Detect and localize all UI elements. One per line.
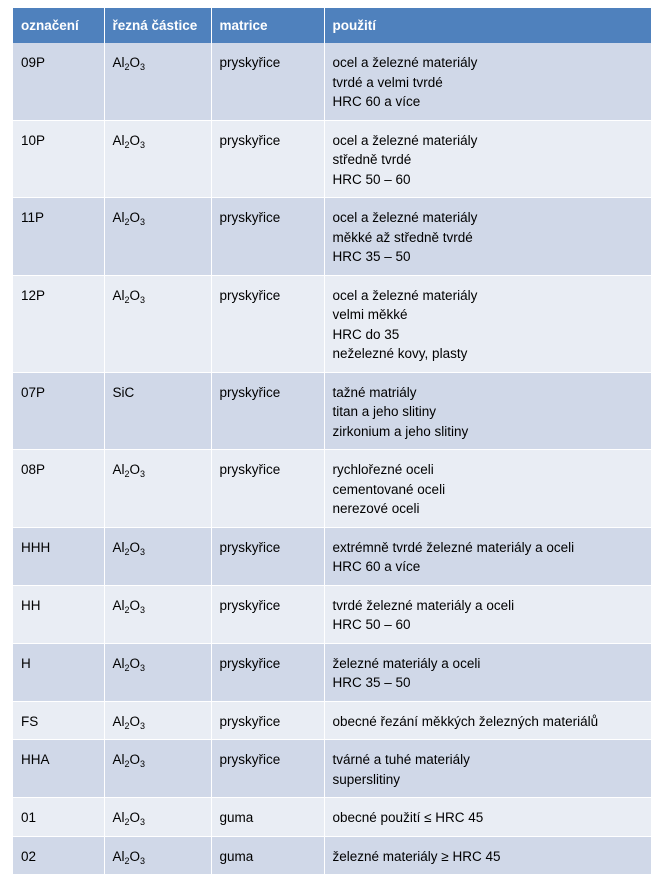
- usage-line: cementované oceli: [332, 481, 446, 497]
- designation-cell: 02: [13, 836, 104, 874]
- cutting-particle-cell: [104, 275, 211, 372]
- header-row: [13, 8, 651, 43]
- cutting-particle-cell: [104, 836, 211, 874]
- formula-part: 3: [140, 720, 146, 731]
- usage-line: nerezové oceli: [332, 501, 420, 516]
- usage-line: ocel a železné materiály: [332, 210, 478, 225]
- formula-part: O: [129, 132, 141, 148]
- usage-line: HRC do 35: [332, 326, 400, 342]
- cutting-particle-cell: [104, 198, 211, 276]
- matrix-cell: pryskyřice: [211, 43, 324, 120]
- designation-cell: FS: [13, 701, 104, 740]
- usage-cell: [324, 275, 651, 372]
- usage-line: středně tvrdé: [332, 152, 412, 167]
- matrix-cell: pryskyřice: [211, 701, 324, 740]
- formula-part: O: [129, 752, 141, 767]
- usage-line: tvrdé a velmi tvrdé: [332, 74, 443, 90]
- matrix-cell: pryskyřice: [211, 585, 324, 643]
- usage-cell: [324, 740, 651, 798]
- usage-cell: [324, 43, 651, 120]
- header-usage: použití: [324, 8, 651, 43]
- formula-part: 2: [124, 469, 130, 479]
- designation-cell: 08P: [13, 450, 104, 528]
- usage-line: HRC 60 a více: [332, 94, 421, 109]
- usage-cell: [324, 527, 651, 585]
- table-row: [13, 450, 651, 528]
- formula-part: Al: [112, 287, 125, 303]
- usage-line: extrémně tvrdé železné materiály a oceli: [332, 539, 575, 555]
- formula-part: O: [129, 55, 141, 70]
- usage-line: HRC 50 – 60: [332, 617, 411, 632]
- table-row: [13, 740, 651, 798]
- usage-line: ocel a železné materiály: [332, 55, 478, 70]
- usage-line: superslitiny: [332, 771, 401, 787]
- formula-part: O: [129, 539, 141, 555]
- table-row: [13, 198, 651, 276]
- cutting-particle-cell: [104, 372, 211, 450]
- usage-cell: [324, 585, 651, 643]
- usage-cell: [324, 701, 651, 740]
- usage-line: tažné matriály: [332, 384, 417, 400]
- formula-part: 2: [124, 62, 130, 72]
- cutting-particle-cell: [104, 527, 211, 585]
- formula-part: 2: [124, 817, 130, 827]
- formula-part: 2: [124, 759, 130, 769]
- usage-line: ocel a železné materiály: [332, 287, 478, 303]
- formula-part: 3: [140, 604, 146, 615]
- usage-cell: [324, 450, 651, 528]
- usage-cell: [324, 643, 651, 701]
- matrix-cell: pryskyřice: [211, 120, 324, 198]
- formula-part: Al: [112, 539, 125, 555]
- usage-line: HRC 60 a více: [332, 559, 421, 574]
- formula-part: 2: [124, 720, 130, 731]
- formula-part: 2: [124, 662, 130, 673]
- designation-cell: H: [13, 643, 104, 701]
- usage-line: tvrdé železné materiály a oceli: [332, 597, 515, 613]
- usage-line: zirkonium a jeho slitiny: [332, 423, 469, 439]
- usage-line: ocel a železné materiály: [332, 132, 478, 148]
- formula-part: 3: [140, 546, 146, 557]
- formula-part: 2: [124, 855, 130, 866]
- usage-cell: [324, 198, 651, 276]
- usage-line: železné materiály a oceli: [332, 655, 481, 671]
- formula-part: 3: [140, 62, 146, 72]
- formula-part: Al: [112, 132, 125, 148]
- cutting-particle-cell: [104, 798, 211, 837]
- usage-line: obecné použití ≤ HRC 45: [332, 810, 484, 825]
- usage-cell: [324, 836, 651, 874]
- formula-part: Al: [112, 713, 125, 729]
- usage-line: HRC 35 – 50: [332, 249, 411, 264]
- matrix-cell: pryskyřice: [211, 527, 324, 585]
- abrasive-spec-table: [13, 8, 651, 874]
- cutting-particle-cell: [104, 43, 211, 120]
- designation-cell: 01: [13, 798, 104, 837]
- table-row: [13, 120, 651, 198]
- usage-line: tvárné a tuhé materiály: [332, 752, 470, 767]
- usage-cell: [324, 798, 651, 837]
- designation-cell: 11P: [13, 198, 104, 276]
- usage-line: HRC 50 – 60: [332, 171, 411, 187]
- header-designation: označení: [13, 8, 104, 43]
- formula-part: 3: [140, 817, 146, 827]
- formula-part: O: [129, 713, 141, 729]
- header-cutting-particle: řezná částice: [104, 8, 211, 43]
- table-row: [13, 372, 651, 450]
- formula-part: Al: [112, 752, 125, 767]
- table-row: [13, 527, 651, 585]
- designation-cell: HH: [13, 585, 104, 643]
- cutting-particle-cell: [104, 643, 211, 701]
- usage-line: HRC 35 – 50: [332, 675, 411, 690]
- formula-part: 2: [124, 604, 130, 615]
- designation-cell: 10P: [13, 120, 104, 198]
- usage-line: obecné řezání měkkých železných materiálů: [332, 713, 599, 729]
- matrix-cell: pryskyřice: [211, 740, 324, 798]
- formula-part: O: [129, 597, 141, 613]
- formula-part: 3: [140, 217, 146, 227]
- usage-line: velmi měkké: [332, 307, 408, 322]
- formula-part: O: [129, 287, 141, 303]
- designation-cell: HHH: [13, 527, 104, 585]
- formula-part: O: [129, 655, 141, 671]
- formula-part: 3: [140, 139, 146, 150]
- formula-part: O: [129, 848, 141, 864]
- usage-line: neželezné kovy, plasty: [332, 346, 468, 361]
- matrix-cell: pryskyřice: [211, 198, 324, 276]
- table-row: [13, 43, 651, 120]
- formula-part: Al: [112, 210, 125, 225]
- matrix-cell: pryskyřice: [211, 450, 324, 528]
- usage-line: měkké až středně tvrdé: [332, 229, 473, 245]
- table-row: [13, 643, 651, 701]
- table-row: [13, 585, 651, 643]
- matrix-cell: guma: [211, 798, 324, 837]
- usage-line: železné materiály ≥ HRC 45: [332, 848, 501, 864]
- usage-cell: [324, 120, 651, 198]
- table-row: [13, 798, 651, 837]
- formula-part: O: [129, 810, 141, 825]
- formula-part: 2: [124, 546, 130, 557]
- designation-cell: HHA: [13, 740, 104, 798]
- matrix-cell: pryskyřice: [211, 372, 324, 450]
- formula-part: Al: [112, 848, 125, 864]
- table-row: [13, 836, 651, 874]
- cutting-particle-cell: [104, 450, 211, 528]
- formula-part: 3: [140, 294, 146, 305]
- formula-part: O: [129, 462, 141, 477]
- formula-part: 2: [124, 139, 130, 150]
- usage-line: rychlořezné oceli: [332, 462, 434, 477]
- designation-cell: 07P: [13, 372, 104, 450]
- designation-cell: 09P: [13, 43, 104, 120]
- formula-part: 2: [124, 217, 130, 227]
- cutting-particle-cell: [104, 585, 211, 643]
- cutting-particle-cell: [104, 120, 211, 198]
- formula-part: Al: [112, 810, 125, 825]
- cutting-particle-cell: [104, 740, 211, 798]
- header-matrix: matrice: [211, 8, 324, 43]
- formula-part: 3: [140, 662, 146, 673]
- formula-part: Al: [112, 597, 125, 613]
- usage-line: titan a jeho slitiny: [332, 404, 437, 419]
- table-row: [13, 701, 651, 740]
- formula-part: 3: [140, 469, 146, 479]
- matrix-cell: pryskyřice: [211, 643, 324, 701]
- formula-part: Al: [112, 55, 125, 70]
- matrix-cell: guma: [211, 836, 324, 874]
- table-row: [13, 275, 651, 372]
- designation-cell: 12P: [13, 275, 104, 372]
- matrix-cell: pryskyřice: [211, 275, 324, 372]
- usage-cell: [324, 372, 651, 450]
- formula-part: 3: [140, 759, 146, 769]
- formula-part: 3: [140, 855, 146, 866]
- formula-part: SiC: [112, 384, 135, 400]
- cutting-particle-cell: [104, 701, 211, 740]
- formula-part: O: [129, 210, 141, 225]
- formula-part: Al: [112, 655, 125, 671]
- formula-part: 2: [124, 294, 130, 305]
- formula-part: Al: [112, 462, 125, 477]
